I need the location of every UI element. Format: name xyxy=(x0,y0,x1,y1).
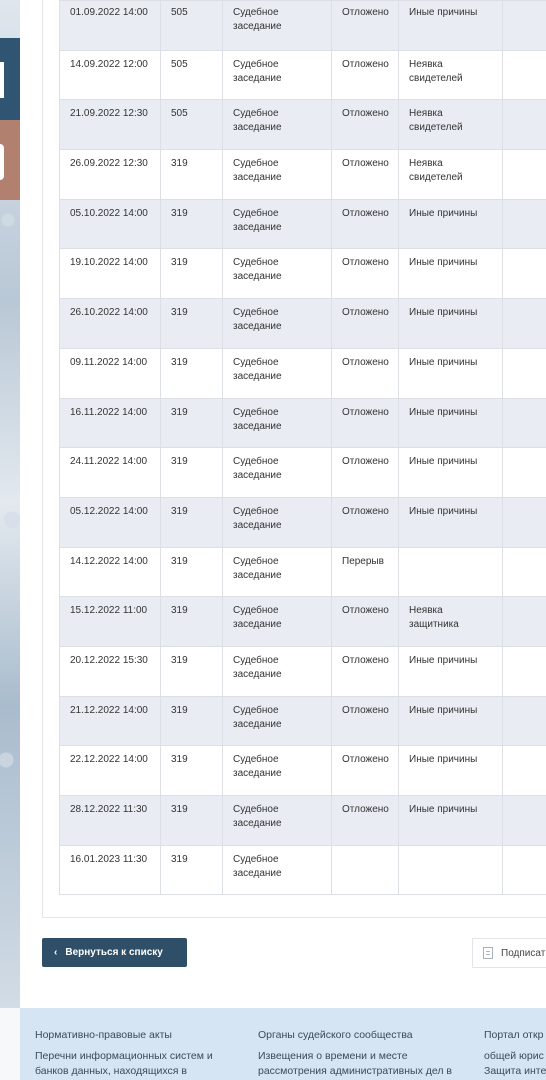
hearing-datetime-cell: 15.12.2022 11:00 xyxy=(60,597,161,647)
hearing-room-cell: 319 xyxy=(161,796,223,846)
hearing-reason-cell: Иные причины xyxy=(399,348,503,398)
hearing-datetime-cell: 14.09.2022 12:00 xyxy=(60,50,161,100)
table-row xyxy=(60,1,546,51)
hearing-event-cell: Судебное заседание xyxy=(223,100,332,150)
hearing-reason-cell: Иные причины xyxy=(399,199,503,249)
hearing-datetime-cell: 26.09.2022 12:30 xyxy=(60,150,161,200)
back-button-label: Вернуться к списку xyxy=(65,947,163,958)
hearing-datetime-cell: 21.12.2022 14:00 xyxy=(60,696,161,746)
hearing-result-cell: Отложено xyxy=(332,796,399,846)
table-row xyxy=(60,845,546,895)
hearing-room-cell: 319 xyxy=(161,199,223,249)
footer-link[interactable]: Извещения о времени и месте xyxy=(258,1050,408,1062)
hearing-reason-cell: Неявка свидетелей xyxy=(399,50,503,100)
table-row xyxy=(60,497,546,547)
hearing-result-cell xyxy=(332,845,399,895)
footer-link[interactable]: Нормативно-правовые акты xyxy=(35,1029,172,1041)
hearing-event-cell: Судебное заседание xyxy=(223,249,332,299)
hearing-reason-cell: Иные причины xyxy=(399,746,503,796)
hearing-result-cell: Отложено xyxy=(332,199,399,249)
hearing-datetime-cell: 26.10.2022 14:00 xyxy=(60,299,161,349)
hearing-room-cell: 505 xyxy=(161,50,223,100)
hearing-room-cell: 319 xyxy=(161,746,223,796)
hearing-datetime-cell: 24.11.2022 14:00 xyxy=(60,448,161,498)
hearing-room-cell: 319 xyxy=(161,547,223,597)
hearing-result-cell: Отложено xyxy=(332,497,399,547)
hearing-event-cell: Судебное заседание xyxy=(223,150,332,200)
hearing-room-cell: 319 xyxy=(161,299,223,349)
document-icon xyxy=(483,947,493,959)
main-content xyxy=(20,0,546,1008)
hearing-datetime-cell: 01.09.2022 14:00 xyxy=(60,1,161,51)
subscribe-button[interactable] xyxy=(472,938,546,968)
table-row xyxy=(60,547,546,597)
hearing-room-cell: 319 xyxy=(161,348,223,398)
hearing-result-cell: Отложено xyxy=(332,249,399,299)
footer-link[interactable]: общей юрис xyxy=(484,1050,544,1062)
hearing-datetime-cell: 05.10.2022 14:00 xyxy=(60,199,161,249)
hearing-event-cell: Судебное заседание xyxy=(223,398,332,448)
hearing-datetime-cell: 16.11.2022 14:00 xyxy=(60,398,161,448)
hearing-extra-cell xyxy=(503,796,546,846)
hearing-extra-cell xyxy=(503,845,546,895)
hearing-datetime-cell: 22.12.2022 14:00 xyxy=(60,746,161,796)
hearing-extra-cell xyxy=(503,398,546,448)
hearing-reason-cell xyxy=(399,845,503,895)
hearing-room-cell: 319 xyxy=(161,646,223,696)
hearing-reason-cell: Иные причины xyxy=(399,796,503,846)
hearing-reason-cell: Иные причины xyxy=(399,696,503,746)
hearing-reason-cell: Неявка свидетелей xyxy=(399,150,503,200)
hearing-result-cell: Перерыв xyxy=(332,547,399,597)
hearing-result-cell: Отложено xyxy=(332,696,399,746)
hearing-result-cell: Отложено xyxy=(332,746,399,796)
table-row xyxy=(60,199,546,249)
hearing-room-cell: 319 xyxy=(161,249,223,299)
footer-link[interactable]: Портал откр xyxy=(484,1029,544,1041)
footer-column-1 xyxy=(35,1028,235,1079)
hearing-result-cell: Отложено xyxy=(332,597,399,647)
hearing-room-cell: 505 xyxy=(161,1,223,51)
hearing-reason-cell: Иные причины xyxy=(399,299,503,349)
footer xyxy=(20,1008,546,1080)
footer-link[interactable]: банков данных, находящихся в xyxy=(35,1065,187,1077)
hearing-event-cell: Судебное заседание xyxy=(223,497,332,547)
footer-link[interactable]: Защита инте xyxy=(484,1065,546,1077)
hearing-room-cell: 319 xyxy=(161,448,223,498)
hearing-event-cell: Судебное заседание xyxy=(223,448,332,498)
table-row xyxy=(60,150,546,200)
hearing-extra-cell xyxy=(503,249,546,299)
hearing-extra-cell xyxy=(503,497,546,547)
hearing-result-cell: Отложено xyxy=(332,646,399,696)
hearing-event-cell: Судебное заседание xyxy=(223,646,332,696)
hearing-result-cell: Отложено xyxy=(332,150,399,200)
hearing-room-cell: 319 xyxy=(161,497,223,547)
hearing-event-cell: Судебное заседание xyxy=(223,299,332,349)
table-row xyxy=(60,249,546,299)
hearing-event-cell: Судебное заседание xyxy=(223,796,332,846)
table-row xyxy=(60,597,546,647)
hearing-event-cell: Судебное заседание xyxy=(223,1,332,51)
hearing-reason-cell xyxy=(399,547,503,597)
hearing-room-cell: 319 xyxy=(161,597,223,647)
hearing-event-cell: Судебное заседание xyxy=(223,597,332,647)
table-row xyxy=(60,100,546,150)
subscribe-button-label: Подписат xyxy=(501,947,546,959)
hearing-result-cell: Отложено xyxy=(332,100,399,150)
hearing-result-cell: Отложено xyxy=(332,398,399,448)
hearing-result-cell: Отложено xyxy=(332,348,399,398)
hearing-extra-cell xyxy=(503,746,546,796)
hearing-datetime-cell: 21.09.2022 12:30 xyxy=(60,100,161,150)
hearing-event-cell: Судебное заседание xyxy=(223,547,332,597)
hearing-room-cell: 319 xyxy=(161,845,223,895)
hearing-extra-cell xyxy=(503,199,546,249)
footer-link[interactable]: рассмотрения административных дел в xyxy=(258,1065,452,1077)
hearing-reason-cell: Иные причины xyxy=(399,249,503,299)
hearings-table xyxy=(59,0,546,895)
hearing-room-cell: 505 xyxy=(161,100,223,150)
table-row xyxy=(60,299,546,349)
hearing-reason-cell: Иные причины xyxy=(399,646,503,696)
hearing-event-cell: Судебное заседание xyxy=(223,348,332,398)
hearing-extra-cell xyxy=(503,50,546,100)
hearing-reason-cell: Иные причины xyxy=(399,497,503,547)
hearing-result-cell: Отложено xyxy=(332,50,399,100)
hearing-room-cell: 319 xyxy=(161,398,223,448)
hearing-extra-cell xyxy=(503,348,546,398)
hearing-datetime-cell: 20.12.2022 15:30 xyxy=(60,646,161,696)
hearing-extra-cell xyxy=(503,299,546,349)
hearing-extra-cell xyxy=(503,547,546,597)
chevron-left-icon: ‹ xyxy=(54,947,58,958)
footer-column-2 xyxy=(258,1028,468,1079)
hearing-event-cell: Судебное заседание xyxy=(223,845,332,895)
hearings-card xyxy=(42,0,546,918)
hearing-extra-cell xyxy=(503,100,546,150)
hearing-result-cell: Отложено xyxy=(332,299,399,349)
table-row xyxy=(60,398,546,448)
hearing-datetime-cell: 28.12.2022 11:30 xyxy=(60,796,161,846)
side-tab-red[interactable] xyxy=(0,120,20,200)
table-row xyxy=(60,796,546,846)
hearing-extra-cell xyxy=(503,150,546,200)
hearing-datetime-cell: 16.01.2023 11:30 xyxy=(60,845,161,895)
table-row xyxy=(60,348,546,398)
table-row xyxy=(60,448,546,498)
hearing-event-cell: Судебное заседание xyxy=(223,696,332,746)
hearing-reason-cell: Иные причины xyxy=(399,448,503,498)
hearing-reason-cell: Неявка защитника xyxy=(399,597,503,647)
hearing-event-cell: Судебное заседание xyxy=(223,746,332,796)
footer-link[interactable]: Органы судейского сообщества xyxy=(258,1029,413,1041)
hearing-datetime-cell: 19.10.2022 14:00 xyxy=(60,249,161,299)
hearing-datetime-cell: 05.12.2022 14:00 xyxy=(60,497,161,547)
hearing-extra-cell xyxy=(503,597,546,647)
table-row xyxy=(60,696,546,746)
hearing-result-cell: Отложено xyxy=(332,448,399,498)
hearing-reason-cell: Иные причины xyxy=(399,398,503,448)
hearing-event-cell: Судебное заседание xyxy=(223,199,332,249)
table-row xyxy=(60,646,546,696)
footer-column-3 xyxy=(484,1028,546,1079)
side-tab-blue[interactable] xyxy=(0,38,20,120)
hearing-reason-cell: Иные причины xyxy=(399,1,503,51)
hearing-extra-cell xyxy=(503,448,546,498)
hearing-extra-cell xyxy=(503,1,546,51)
hearing-datetime-cell: 14.12.2022 14:00 xyxy=(60,547,161,597)
hearing-reason-cell: Неявка свидетелей xyxy=(399,100,503,150)
table-row xyxy=(60,50,546,100)
hearing-room-cell: 319 xyxy=(161,150,223,200)
hearing-result-cell: Отложено xyxy=(332,1,399,51)
hearing-extra-cell xyxy=(503,696,546,746)
footer-link[interactable]: Перечни информационных систем и xyxy=(35,1050,213,1062)
hearing-event-cell: Судебное заседание xyxy=(223,50,332,100)
table-row xyxy=(60,746,546,796)
back-to-list-button[interactable] xyxy=(42,938,187,967)
hearing-datetime-cell: 09.11.2022 14:00 xyxy=(60,348,161,398)
hearing-extra-cell xyxy=(503,646,546,696)
hearing-room-cell: 319 xyxy=(161,696,223,746)
